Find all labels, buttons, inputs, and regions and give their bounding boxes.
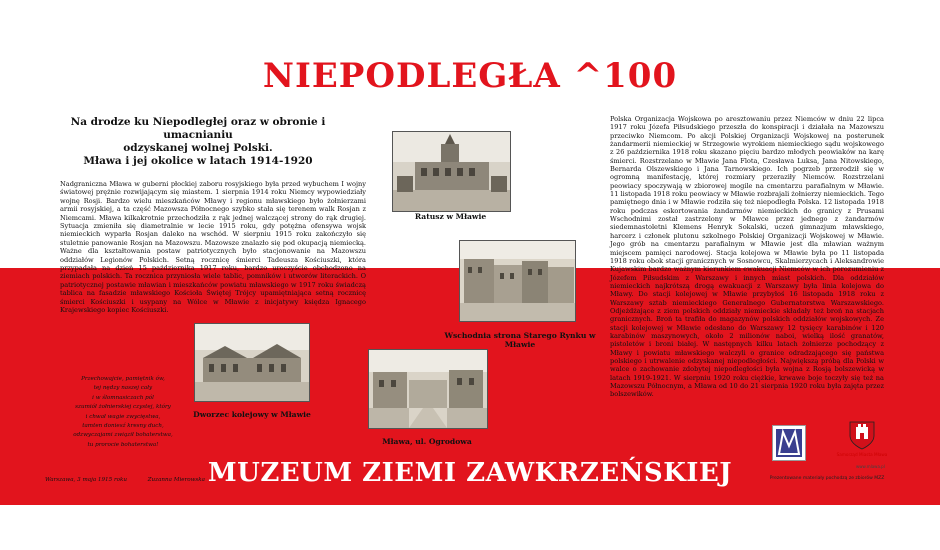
photo-dworzec [194,323,310,402]
heading-line-2: odzyskanej wolnej Polski. [123,142,273,154]
city-logo-caption: Samorząd Miasta Mława [836,452,888,457]
bottom-white-strip [0,505,940,550]
caption-ratusz: Ratusz w Mławie [414,212,487,221]
town-hall-photo-icon [393,132,510,211]
article-heading [58,116,338,168]
city-coat-of-arms [848,420,876,450]
poem-line: Przechowajcie, pamiętnik ów, [81,376,165,382]
poem-place-date: Warszawa, 3 maja 1915 roku [45,477,127,483]
museum-logo-icon [773,426,805,460]
poem-line: odzwyczajami związił bohaterstwa, [73,432,173,439]
coat-of-arms-icon [848,420,876,450]
railway-station-photo-icon [195,324,309,401]
heading-line-1: Na drodze ku Niepodległej oraz w obronie i umacnianiu [70,116,326,141]
body-text-right: Polska Organizacja Wojskowa po aresztowaniu przez Niemców w dniu 22 lipca 1917 roku Józefa Piłsudskiego przeszła do konspiracji i działała na Mazowszu przeciwko Niemcom. Po akcji Polskiej Organizacji Wojskowej na posterunek żandarmerii niemieckiej w Strzegowie wyrokiem niemieckiego sądu wojskowego z 26 października 1918 roku skazano pięciu bardzo młodych peowiaków na karę śmierci. Rozstrzelano w Mławie Jana Flota, Czesława Luksa, Jana Nitowskiego, Bernarda Olszewskiego i Jana Tarnowskiego. Ich pogrzeb przerodził się w ogromną manifestację, której rozmiary przeraziły Niemców. Rozstrzelani peowiacy spoczywają w zbiorowej mogile na cmentarzu parafialnym w Mławie. 11 listopada 1918 roku peowiacy w Mławie rozbrajali żołnierzy niemieckich. Tego pamiętnego dnia i w Mławie rodziła się też niepodległa Polska. 12 listopada 1918 roku podczas eskortowania żandarmów niemieckich do granicy z Prusami Wschodnimi został zastrzelony w Mławce przez jednego z żandarmów siedemnastoletni Klemens Henryk Sokalski, uczeń gimnazjum mławskiego, harcerz i członek plutonu szkolnego Polskiej Organizacji Wojskowej w Mławie. Jego grób na cmentarzu parafialnym w Mławie jest dla mławian ważnym miejscem pamięci narodowej. Stacja kolejowa w Mławie była po 11 listopada 1918 roku obok stacji granicznych w Sosnowcu, Skalmierzycach i Aleksandrowie Kujawskim bardzo ważnym kierunkiem ewakuacji Niemców w ich porozumieniu z Józefem Piłsudskim z Warszawy i innych miast polskich. Dla oddziałów niemieckich najkrótszą drogą ewakuacji z Warszawy była linia kolejowa do Mławy. Do stacji kolejowej w Mławie przybyłoś 16 listopada 1918 roku z Warszawy sztab niemieckiego Generalnego Gubernatorstwa Warszawskiego. Odjeżdżające z ziem polskich oddziały niemieckie składały też broń na stacjach granicznych. Broń ta trafiła do magazynów polskich oddziałów wojskowych. Ze stacji kolejowej w Mławie odesłano do Warszawy 12 tysięcy karabinów i 120 karabinów maszynowych, około 2 milionów naboi, wielką ilość granatów, pistoletów i broni białej. W następnych kilku latach żołnierze pochodzący z Mławy i powiatu mławskiego walczyli o granice odradzającego się państwa polskiego i utrwalenie odzyskanej niepodległości. Największą próbą dla Polski w walce o zachowanie zdobytej niepodległości była wojna z Rosją bolszewicką w latach 1919-1921. W sierpniu 1920 roku ciężkie, krwawe boje toczyły się też na Mazowszu Północnym, a Mława od 10 do 21 sierpnia 1920 roku była zajęta przez bolszewików. [610,115,884,399]
museum-logo [772,425,806,461]
poster-title: NIEPODLEGŁA ^100 [262,56,678,96]
body-text-left: Nadgraniczna Mława w guberni płockiej zaboru rosyjskiego była przed wybuchem I wojny światowej prężnie rozwijającym się miastem. 1 sierpnia 1914 roku Niemcy wypowiedziały wojnę Rosji. Bardzo wielu mieszkańców Mławy i regionu mławskiego było żołnierzami armii rosyjskiej, a ta część Mazowsza Północnego szybko stała się terenem walk Rosjan z Niemcami. Mława kilkakrotnie przechodziła z rąk jednej walczącej strony do rąk drugiej. Sytuacja zmieniła się diametralnie w lecie 1915 roku, gdy potężna ofensywa wojsk niemieckich wyparła Rosjan daleko na wschód. W sierpniu 1915 roku zakończyło się stuletnie panowanie Rosjan na Mazowszu. Mazowsze znalazło się pod okupacją niemiecką. Ważne dla kształtowania postaw patriotycznych było stacjonowanie na Mazowszu oddziałów Legionów Polskich. Setną rocznicę śmierci Tadeusza Kościuszki, która przypadała na dzień 15 października 1917 roku, bardzo uroczyście obchodzono na ziemiach polskich. Ta rocznica przyniosła wiele tablic, pomników i utworów literackich. O patriotycznej postawie mławian i mieszkańców powiatu mławskiego w 1917 roku świadczą tablica na fasadzie mławskiego Kościoła Świętej Trójcy upamiętniająca setną rocznicę śmierci Kościuszki i usypany na Wólce w Mławie z inicjatywy księdza Ignacego Krajewskiego kopiec Kościuszki. [60,180,366,315]
poem-line: tamten doniesź kresny duch, [82,423,164,430]
poem-author: Zuzanna Mierowska [147,477,205,483]
photo-rynek [459,240,576,322]
caption-dworzec: Dworzec kolejowy w Mławie [193,410,311,419]
poem-line: szumiół żołnierskiej czystej, który [75,404,171,411]
footer-note: Prezentowane materiały pochodzą ze zbiorów MZZ [769,476,885,481]
street-photo-icon [369,350,487,428]
poem-line: i w ślomnasiczach pól [92,394,154,401]
poem-line: tu prorocie bohaterstwa! [87,441,159,448]
footer-url: www.mlawa.pl [856,464,885,469]
poem-line: tej nędzy naszej cały [93,385,153,392]
caption-rynek: Wschodnia strona Starego Rynku w Mławie [444,331,596,349]
photo-ratusz [392,131,511,212]
market-square-photo-icon [460,241,575,321]
museum-name: MUZEUM ZIEMI ZAWKRZEŃSKIEJ [207,458,733,488]
poem-line: i chwał wagie zwycięstwa, [85,413,161,420]
caption-ogrodowa: Mława, ul. Ogrodowa [382,437,472,446]
photo-ogrodowa [368,349,488,429]
heading-line-3: Mława i jej okolice w latach 1914-1920 [83,155,313,167]
poem [58,375,188,450]
